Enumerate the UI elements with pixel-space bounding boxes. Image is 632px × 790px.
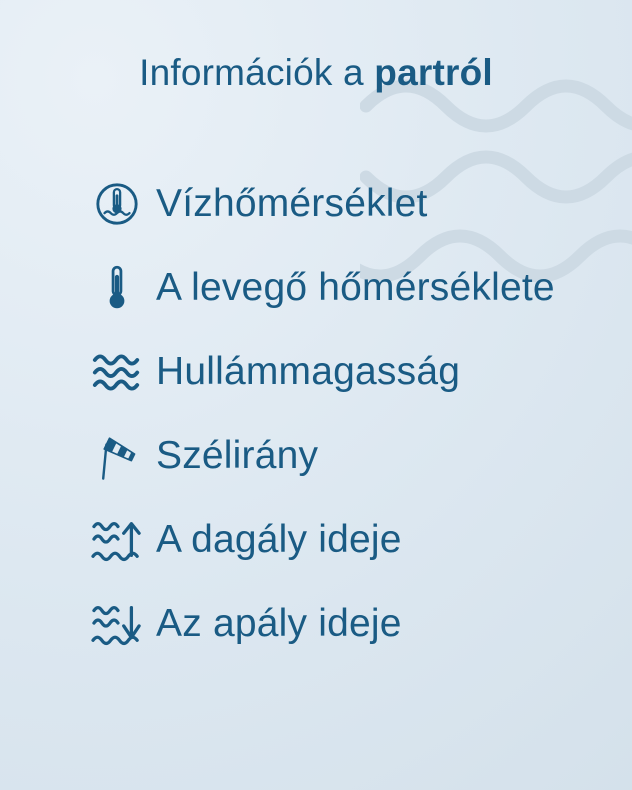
wave-height-icon [88,351,146,394]
list-item [88,414,616,498]
info-label: Hullámmagasság [156,350,461,393]
page-title-bold: partról [374,52,493,93]
windsock-icon [88,432,146,481]
page-title [0,52,632,94]
high-tide-icon [88,516,146,564]
info-label: Szélirány [156,434,319,477]
list-item [88,498,616,582]
low-tide-icon [88,600,146,648]
list-item [88,246,616,330]
page-title-regular: Információk a [139,52,375,93]
water-temperature-icon [88,181,146,227]
list-item [88,330,616,414]
list-item [88,582,616,666]
info-label: A levegő hőmérséklete [156,266,555,309]
list-item [88,162,616,246]
info-list [88,162,616,666]
info-label: Vízhőmérséklet [156,182,428,225]
info-label: A dagály ideje [156,518,402,561]
air-temperature-icon [88,263,146,313]
info-label: Az apály ideje [156,602,402,645]
